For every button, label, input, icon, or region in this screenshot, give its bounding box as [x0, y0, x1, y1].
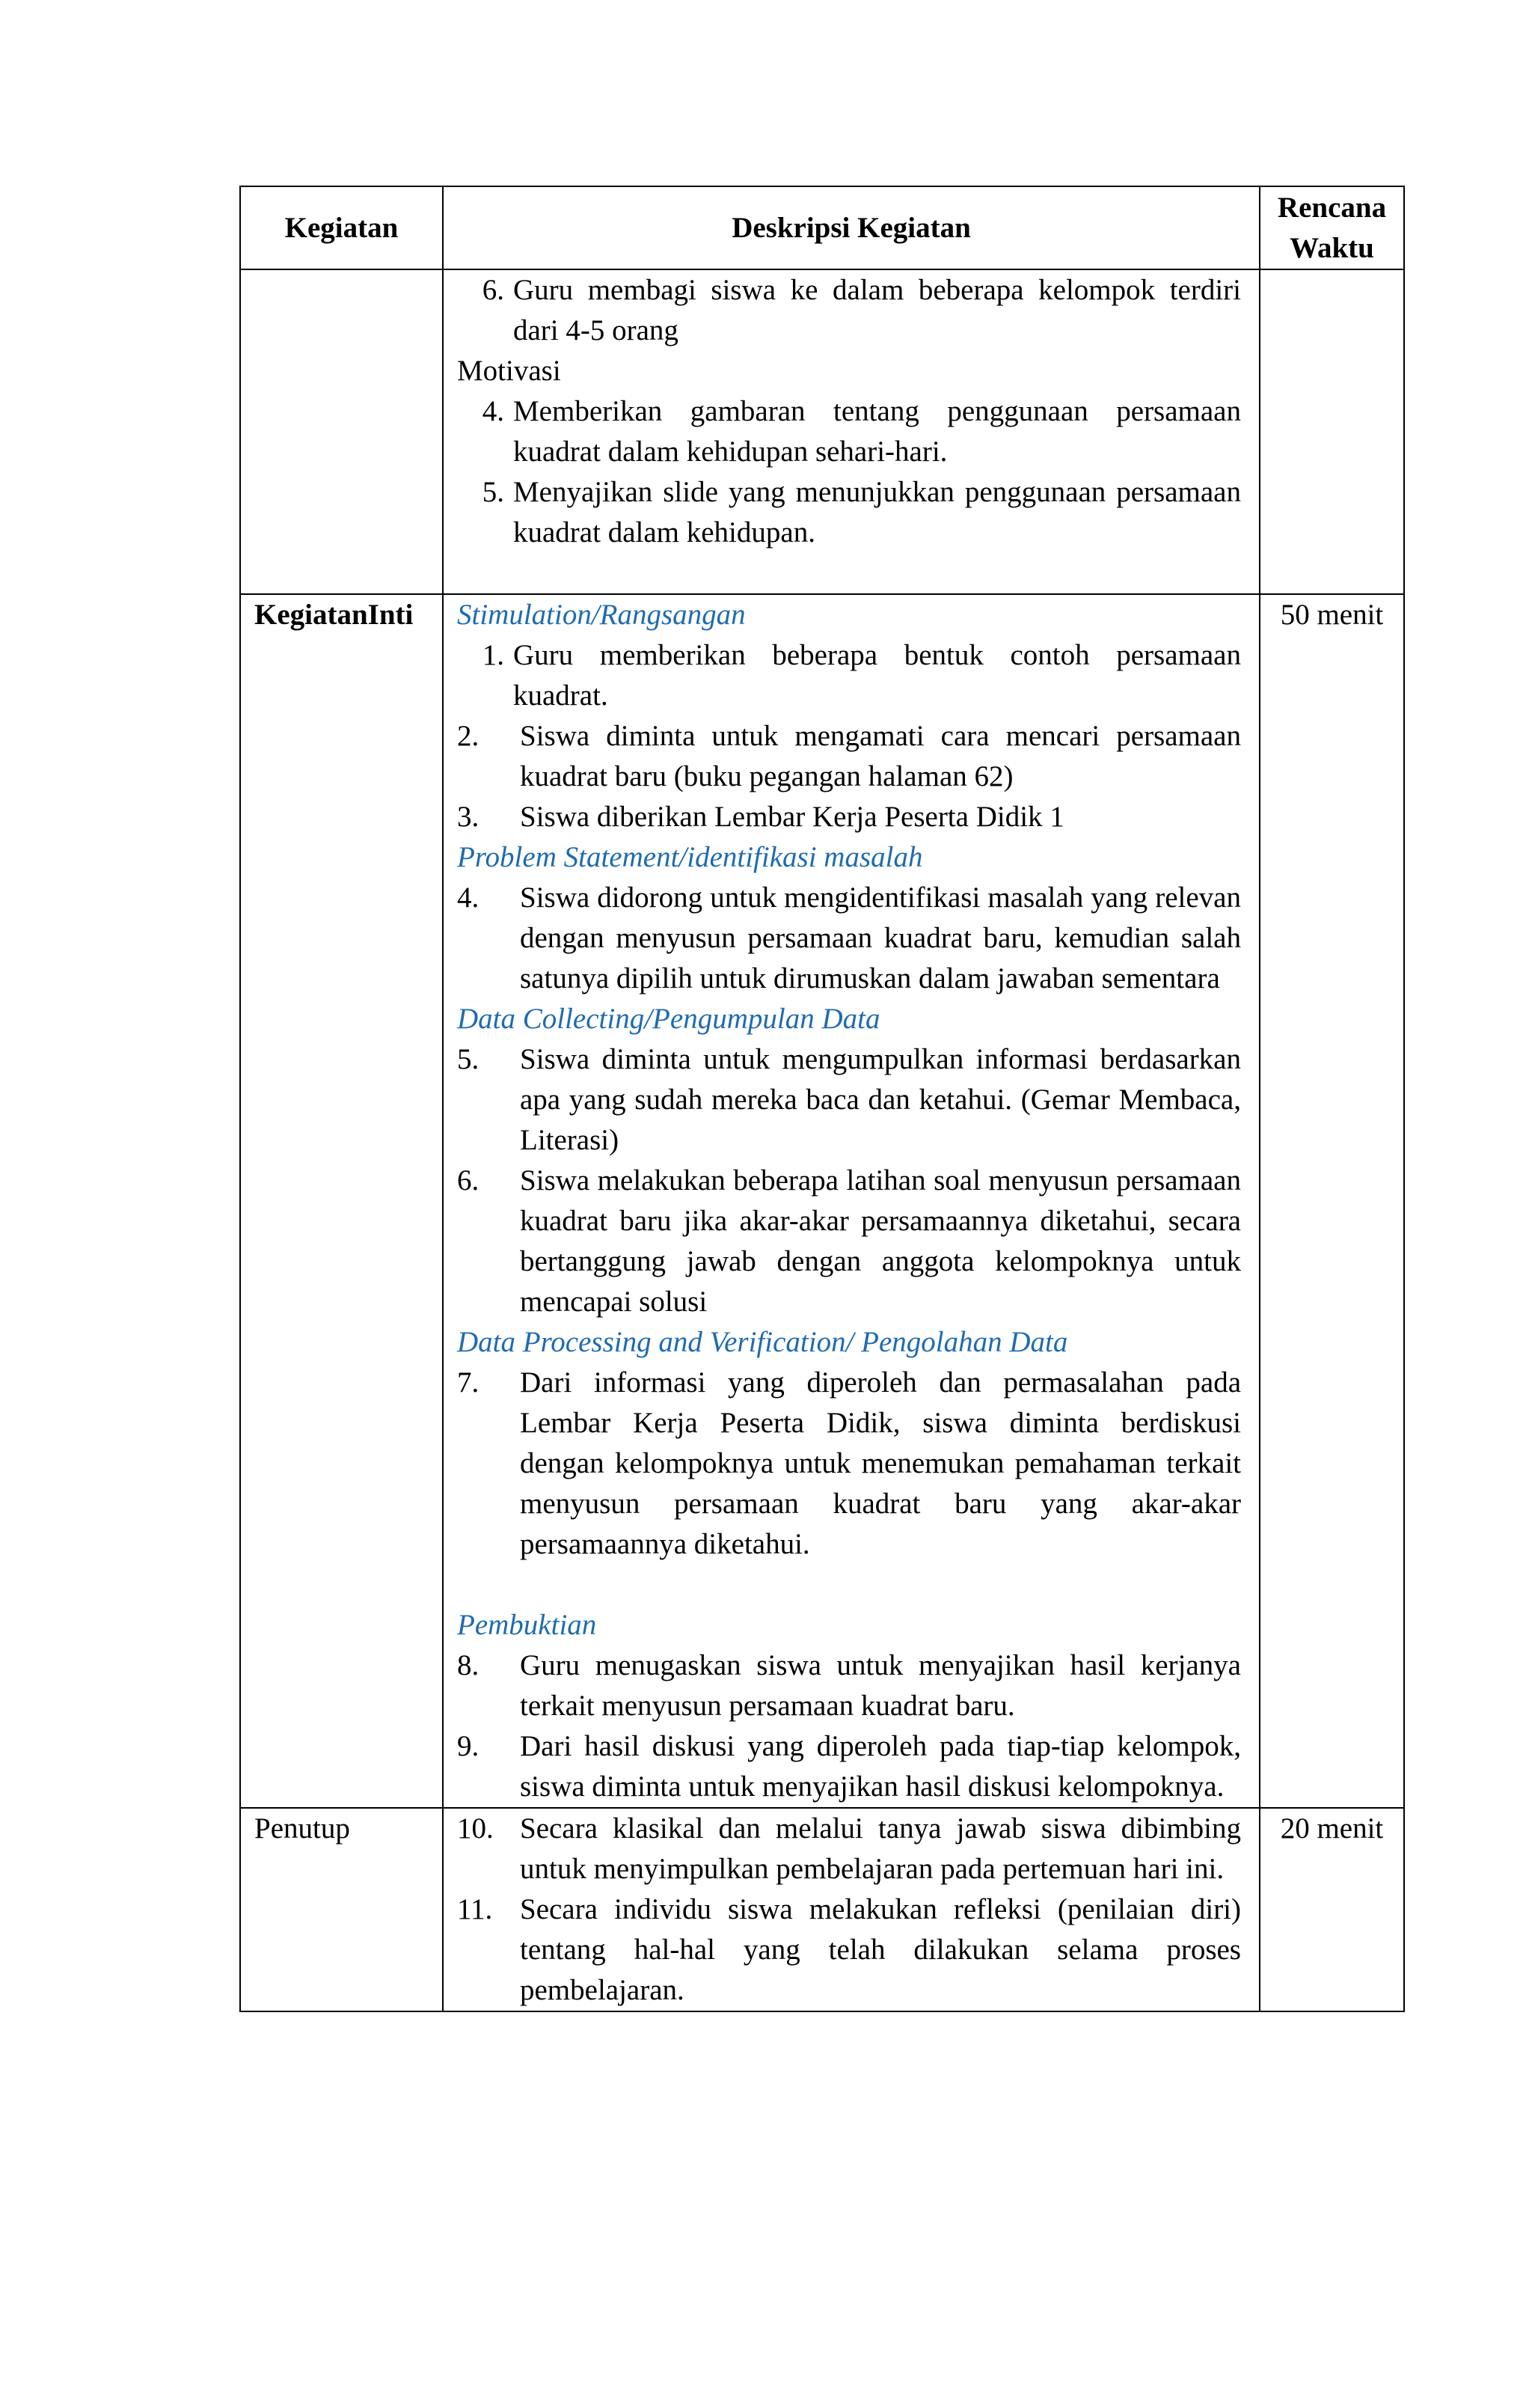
table-row	[240, 594, 1404, 1808]
list-item: 4. Memberikan gambaran tentang penggunaan persamaan kuadrat dalam kehidupan sehari-hari.	[482, 395, 1241, 468]
list-item: 5. Siswa diminta untuk mengumpulkan informasi berdasarkan apa yang sudah mereka baca dan ketahui. (Gemar Membaca, Literasi)	[457, 1043, 1241, 1156]
cell-deskripsi	[443, 594, 1260, 1808]
list-item: 8. Guru menugaskan siswa untuk menyajikan hasil kerjanya terkait menyusun persamaan kuadrat baru.	[457, 1649, 1241, 1722]
list-item: 1. Guru memberikan beberapa bentuk contoh persamaan kuadrat.	[482, 639, 1241, 712]
spacer	[457, 1565, 1241, 1605]
list-item: 10. Secara klasikal dan melalui tanya jawab siswa dibimbing untuk menyimpulkan pembelajaran pada pertemuan hari ini.	[457, 1812, 1241, 1885]
cell-waktu: 20 menit	[1260, 1808, 1404, 2011]
list-item: 2. Siswa diminta untuk mengamati cara mencari persamaan kuadrat baru (buku pegangan halaman 62)	[457, 720, 1241, 792]
list-item: 7. Dari informasi yang diperoleh dan permasalahan pada Lembar Kerja Peserta Didik, siswa diminta berdiskusi dengan kelompoknya untuk menemukan pemahaman terkait menyusun persamaan kuadrat baru yang akar-akar persamaannya diketahui.	[457, 1366, 1241, 1560]
header-deskripsi: Deskripsi Kegiatan	[443, 186, 1260, 269]
list-item: 9. Dari hasil diskusi yang diperoleh pada tiap-tiap kelompok, siswa diminta untuk menyajikan hasil diskusi kelompoknya.	[457, 1730, 1241, 1803]
header-waktu	[1260, 186, 1404, 269]
phase-heading: Problem Statement/identifikasi masalah	[457, 841, 923, 873]
cell-kegiatan: Penutup	[240, 1808, 443, 2011]
cell-kegiatan: KegiatanInti	[240, 594, 443, 1808]
phase-heading: Stimulation/Rangsangan	[457, 599, 746, 631]
phase-heading: Data Collecting/Pengumpulan Data	[457, 1003, 880, 1035]
list-item: 11. Secara individu siswa melakukan refleksi (penilaian diri) tentang hal-hal yang telah dilakukan selama proses pembelajaran.	[457, 1893, 1241, 2006]
list-item: 3. Siswa diberikan Lembar Kerja Peserta Didik 1	[457, 801, 1064, 833]
list-item: 5. Menyajikan slide yang menunjukkan penggunaan persamaan kuadrat dalam kehidupan.	[482, 476, 1241, 548]
header-waktu-line2: Waktu	[1290, 231, 1374, 264]
list-item: 6. Siswa melakukan beberapa latihan soal menyusun persamaan kuadrat baru jika akar-akar persamaannya diketahui, secara bertanggung jawab dengan anggota kelompoknya untuk mencapai solusi	[457, 1164, 1241, 1318]
cell-waktu: 50 menit	[1260, 594, 1404, 1808]
phase-heading: Data Processing and Verification/ Pengolahan Data	[457, 1326, 1068, 1358]
cell-deskripsi	[443, 269, 1260, 594]
table-row	[240, 1808, 1404, 2011]
header-kegiatan: Kegiatan	[240, 186, 443, 269]
cell-waktu	[1260, 269, 1404, 594]
phase-heading: Pembuktian	[457, 1609, 597, 1641]
cell-deskripsi	[443, 1808, 1260, 2011]
cell-kegiatan	[240, 269, 443, 594]
motivasi-label: Motivasi	[457, 355, 561, 387]
activity-table	[239, 186, 1405, 2012]
list-item: 4. Siswa didorong untuk mengidentifikasi masalah yang relevan dengan menyusun persamaan kuadrat baru, kemudian salah satunya dipilih untuk dirumuskan dalam jawaban sementara	[457, 881, 1241, 994]
table-row	[240, 269, 1404, 594]
header-row	[240, 186, 1404, 269]
header-waktu-line1: Rencana	[1277, 191, 1387, 224]
list-item: 6. Guru membagi siswa ke dalam beberapa kelompok terdiri dari 4-5 orang	[482, 274, 1241, 346]
